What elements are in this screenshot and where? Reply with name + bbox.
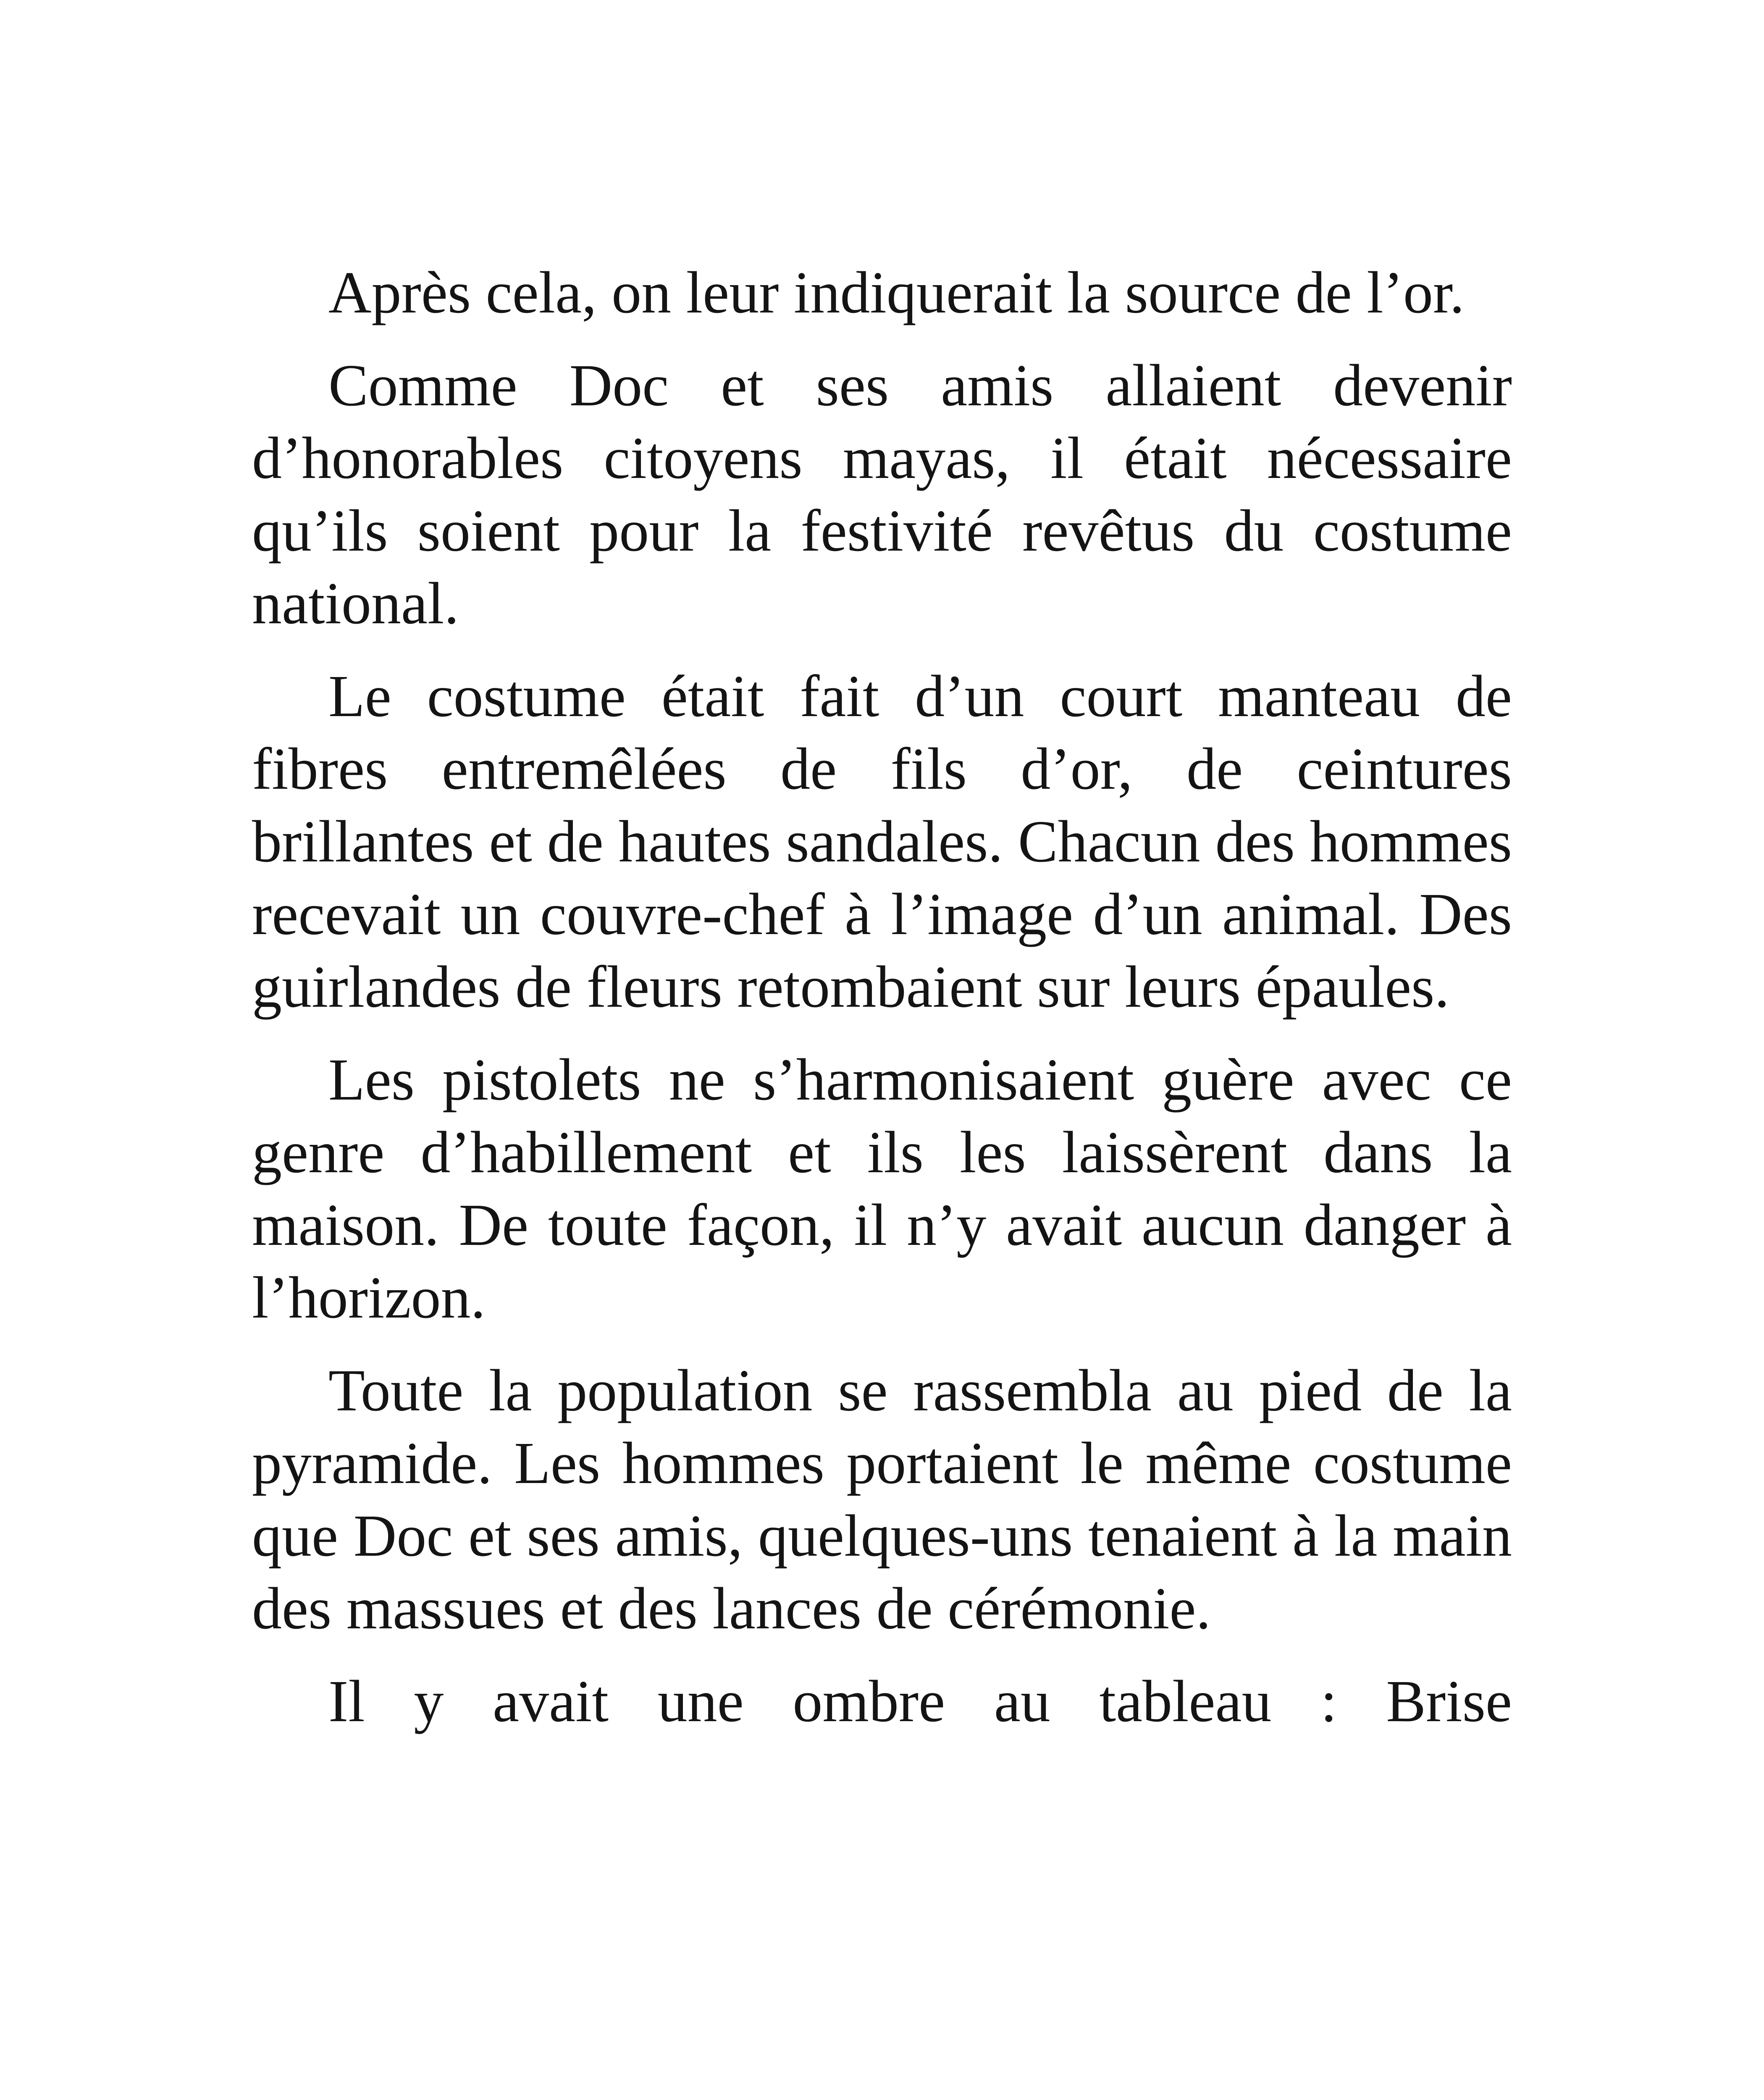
paragraph-4: Les pistolets ne s’harmonisaient guère avec ce genre d’habillement et ils les laissèrent dans la maison. De toute façon, il n’y avait aucun danger à l’horizon. bbox=[252, 1046, 1512, 1331]
paragraph-3: Le costume était fait d’un court manteau de fibres entremêlées de fils d’or, de ceintures brillantes et de hautes sandales. Chacun des hommes recevait un couvre-chef à l’image d’un animal. Des guirlandes de fleurs retombaient sur leurs épaules. bbox=[252, 663, 1512, 1020]
paragraph-1: Après cela, on leur indiquerait la source de l’or. bbox=[328, 259, 1465, 326]
paragraph-2: Comme Doc et ses amis allaient devenir d’honorables citoyens mayas, il était nécessaire qu’ils soient pour la festivité revêtus du costume national. bbox=[252, 352, 1512, 636]
paragraph-6: Il y avait une ombre au tableau : Brise bbox=[328, 1668, 1512, 1734]
paragraph-5: Toute la population se rassembla au pied de la pyramide. Les hommes portaient le même costume que Doc et ses amis, quelques-uns tenaient à la main des massues et des lances de cérémonie. bbox=[252, 1357, 1512, 1641]
page-body bbox=[252, 256, 1512, 1758]
